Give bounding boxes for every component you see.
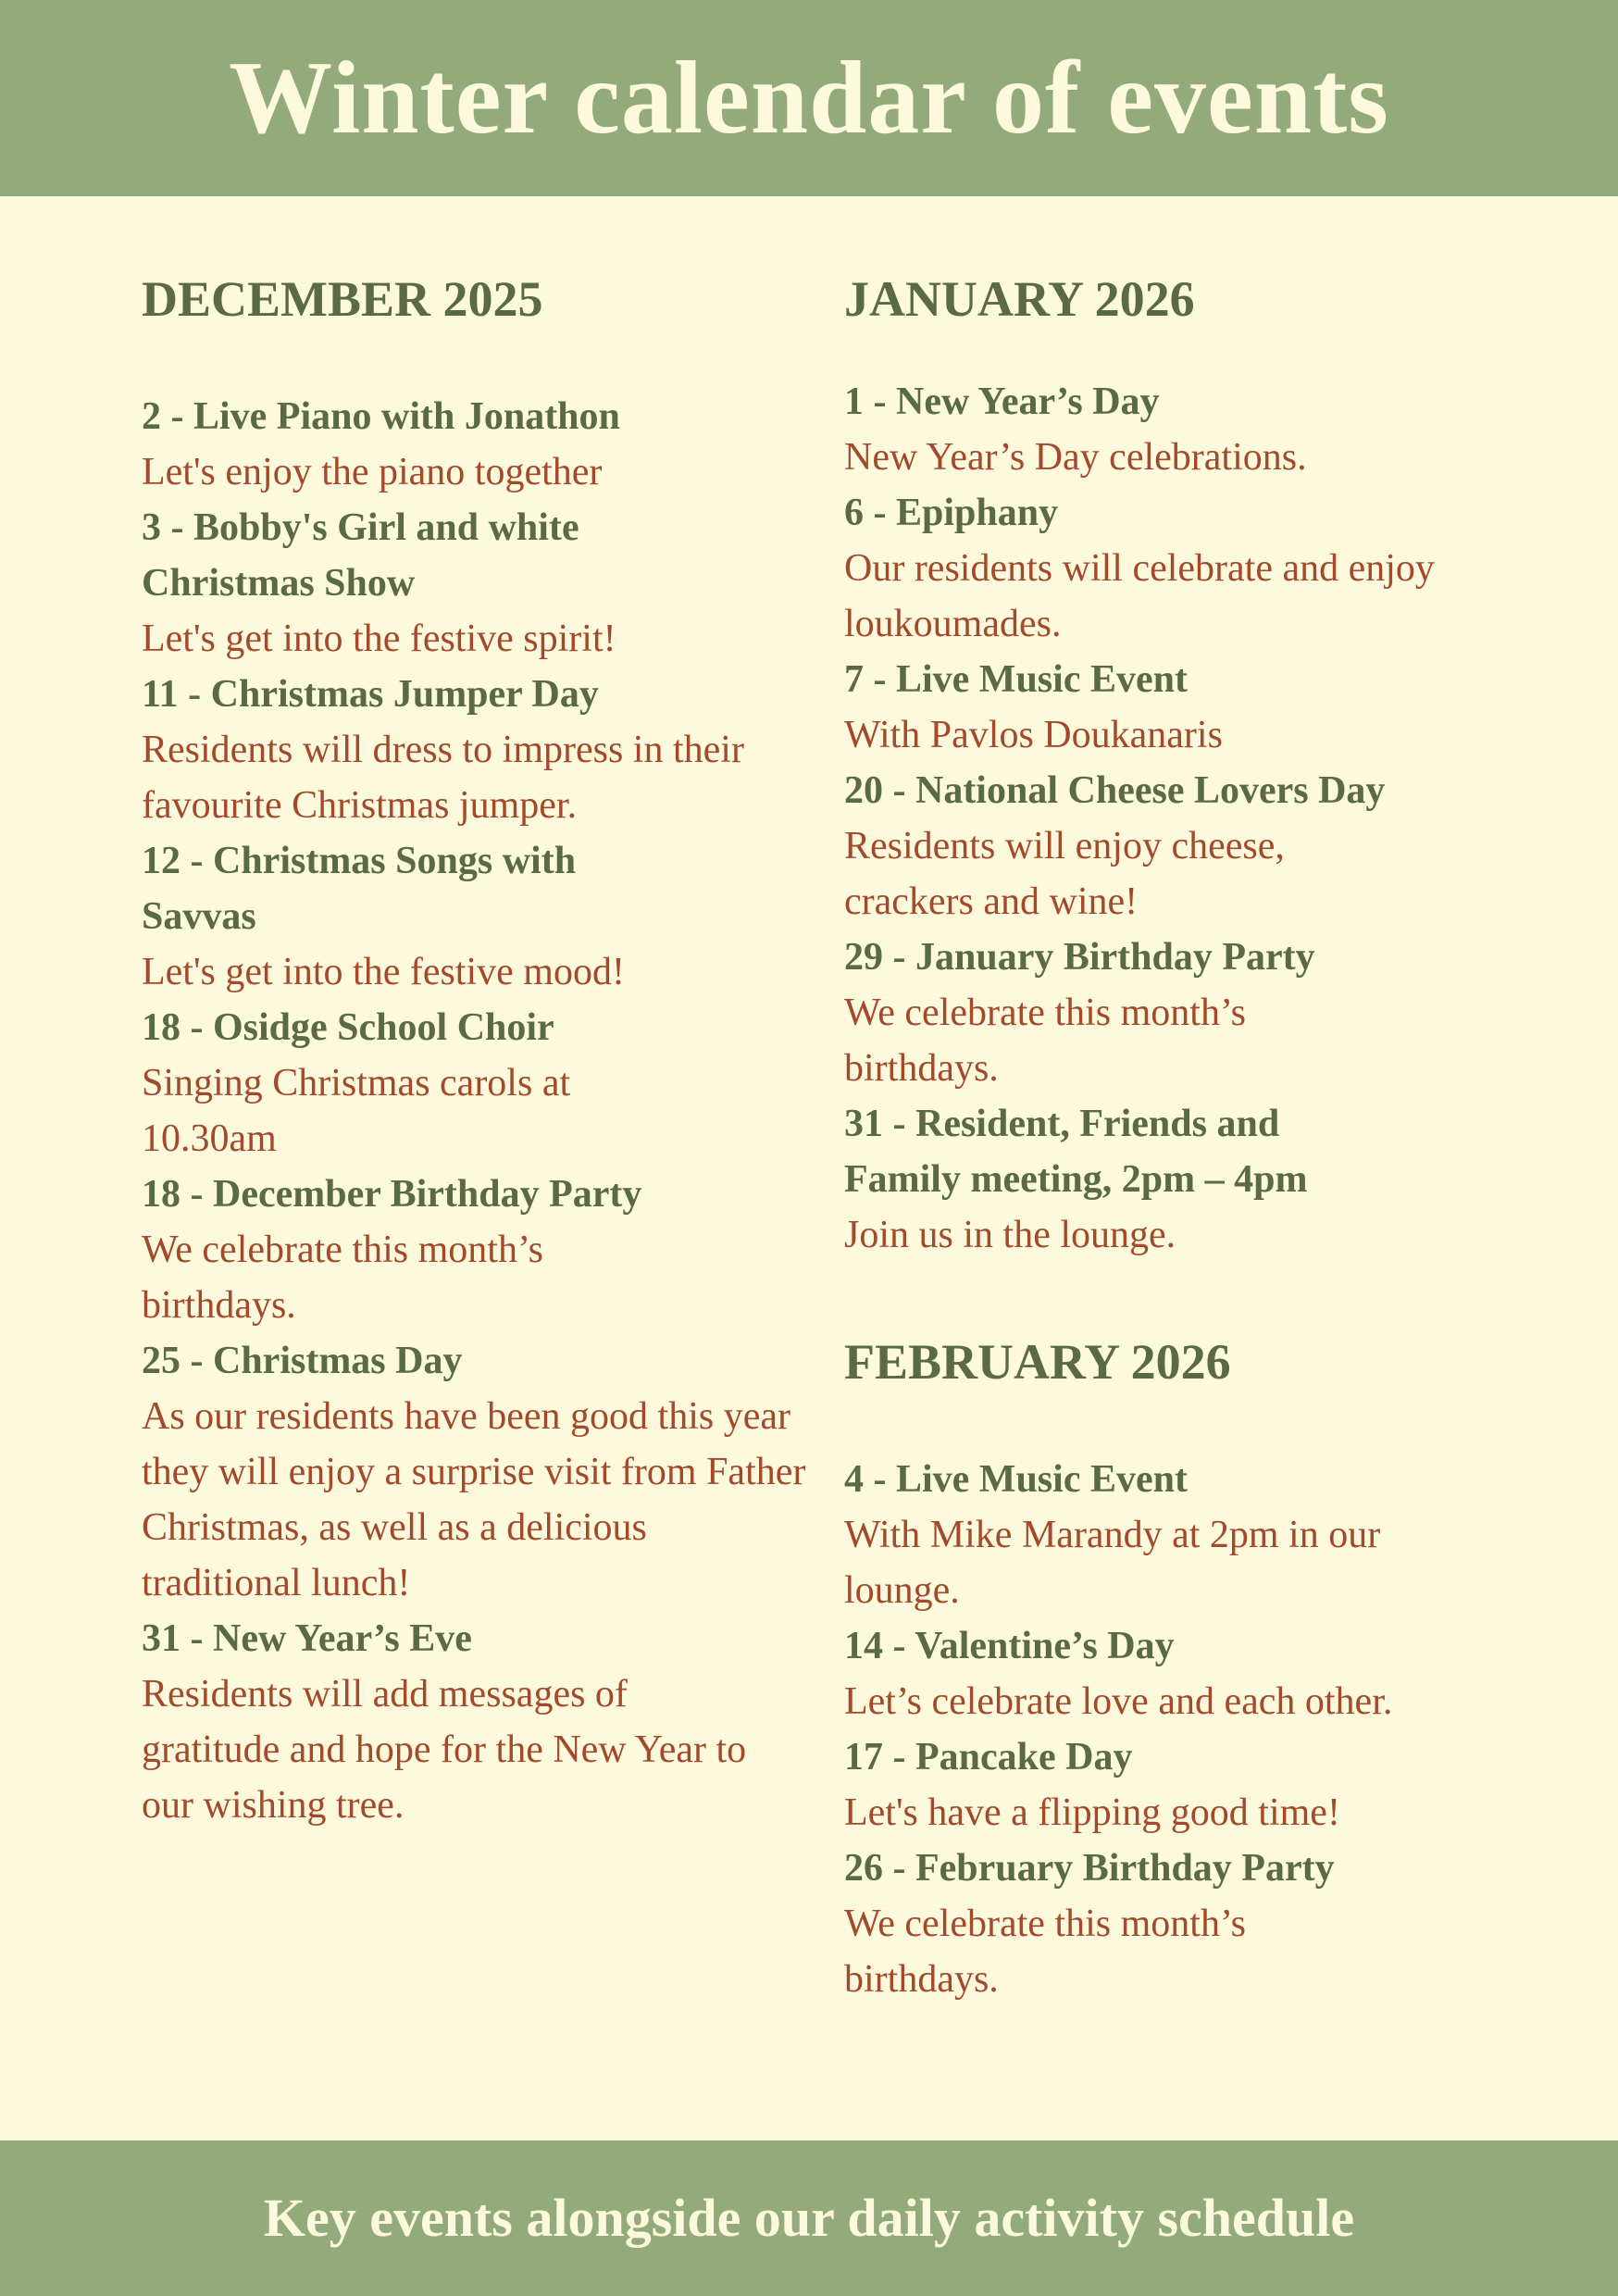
event-title: 18 - December Birthday Party: [142, 1173, 642, 1216]
column-left: [142, 268, 808, 1833]
footer-banner: [0, 2140, 1618, 2296]
event-title: 12 - Christmas Songs with Savvas: [142, 840, 577, 938]
event-description: We celebrate this month’s birthdays.: [142, 1229, 543, 1327]
event-title: 3 - Bobby's Girl and white Christmas Show: [142, 506, 579, 605]
event-title: 6 - Epiphany: [844, 492, 1059, 534]
event-title: 25 - Christmas Day: [142, 1340, 463, 1382]
month-heading-february: FEBRUARY 2026: [844, 1334, 1231, 1390]
page-title: Winter calendar of events: [229, 41, 1389, 156]
event-title: 17 - Pancake Day: [844, 1736, 1133, 1778]
event-title: 26 - February Birthday Party: [844, 1847, 1335, 1890]
event-title: 20 - National Cheese Lovers Day: [844, 769, 1386, 812]
event-description: Join us in the lounge.: [844, 1214, 1176, 1256]
event-title: 4 - Live Music Event: [844, 1458, 1188, 1501]
footer-text: Key events alongside our daily activity schedule: [263, 2188, 1355, 2248]
event-description: We celebrate this month’s birthdays.: [844, 1903, 1246, 2001]
column-right: [844, 268, 1585, 2007]
event-description: Residents will enjoy cheese, crackers and wine!: [844, 825, 1285, 923]
event-title: 29 - January Birthday Party: [844, 936, 1315, 979]
header-banner: [0, 0, 1618, 196]
event-title: 18 - Osidge School Choir: [142, 1006, 554, 1049]
event-description: As our residents have been good this year they will enjoy a surprise visit from Father Christmas, as well as a delicious traditional lunch!: [142, 1395, 806, 1604]
event-description: Residents will dress to impress in their favourite Christmas jumper.: [142, 729, 744, 827]
event-description: With Pavlos Doukanaris: [844, 714, 1223, 756]
event-list-january: [844, 374, 1585, 1263]
month-heading-december: DECEMBER 2025: [142, 271, 543, 327]
event-description: With Mike Marandy at 2pm in our lounge.: [844, 1514, 1381, 1612]
event-list-february: [844, 1452, 1585, 2007]
event-description: We celebrate this month’s birthdays.: [844, 992, 1246, 1090]
event-description: Singing Christmas carols at 10.30am: [142, 1062, 571, 1160]
event-title: 14 - Valentine’s Day: [844, 1625, 1175, 1667]
event-title: 7 - Live Music Event: [844, 658, 1188, 701]
event-title: 1 - New Year’s Day: [844, 381, 1160, 423]
event-description: New Year’s Day celebrations.: [844, 436, 1307, 479]
event-list-december: [142, 389, 808, 1833]
event-description: Let's have a flipping good time!: [844, 1791, 1340, 1834]
event-title: 31 - New Year’s Eve: [142, 1617, 472, 1660]
event-description: Let's enjoy the piano together: [142, 451, 603, 493]
event-description: Let's get into the festive mood!: [142, 951, 625, 993]
event-title: 2 - Live Piano with Jonathon: [142, 395, 620, 438]
month-heading-january: JANUARY 2026: [844, 271, 1195, 327]
event-description: Residents will add messages of gratitude and hope for the New Year to our wishing tree.: [142, 1673, 747, 1827]
event-description: Our residents will celebrate and enjoy loukoumades.: [844, 547, 1435, 645]
event-title: 11 - Christmas Jumper Day: [142, 673, 599, 716]
event-title: 31 - Resident, Friends and Family meeting, 2pm – 4pm: [844, 1103, 1308, 1201]
event-description: Let's get into the festive spirit!: [142, 618, 616, 660]
event-description: Let’s celebrate love and each other.: [844, 1680, 1393, 1723]
